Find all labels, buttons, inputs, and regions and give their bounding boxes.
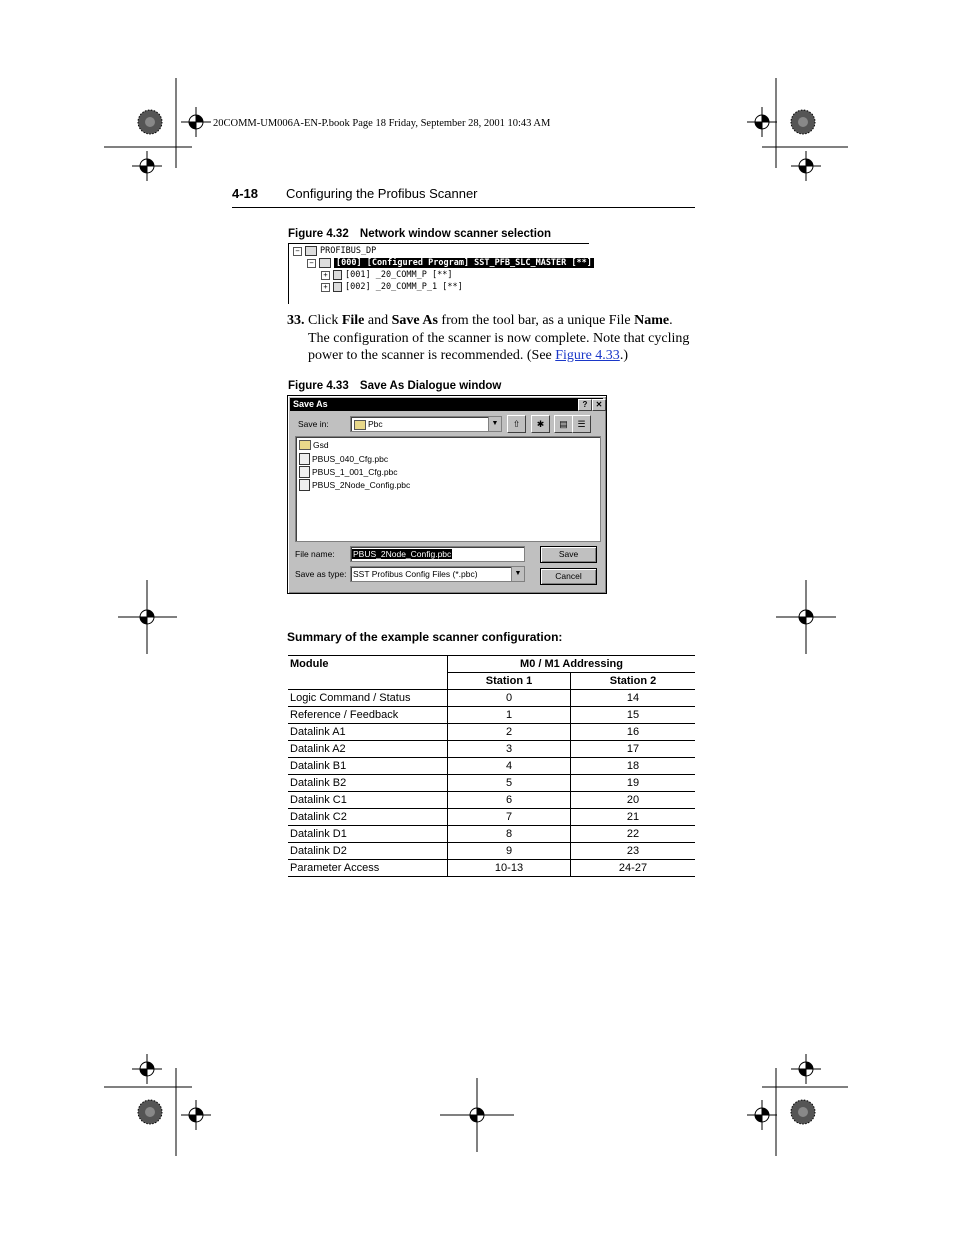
tree-node[interactable] [321, 282, 463, 292]
new-folder-button[interactable]: ✱ [531, 415, 550, 433]
table-row [288, 741, 695, 758]
station1-cell: 7 [448, 809, 571, 826]
expand-icon[interactable]: + [321, 283, 330, 292]
figure-label: Figure 4.32 [288, 228, 349, 240]
save-type-value: SST Profibus Config Files (*.pbc) [353, 569, 478, 579]
save-in-label: Save in: [298, 419, 329, 429]
table-row [288, 843, 695, 860]
table-row [288, 775, 695, 792]
save-as-term: Save As [391, 313, 438, 328]
tree-node-label: [002] _20_COMM_P_1 [**] [345, 282, 463, 292]
save-in-value: Pbc [368, 419, 383, 429]
text-run: from the tool bar, as a unique File [441, 313, 631, 328]
module-cell: Datalink D2 [288, 843, 448, 860]
station2-cell: 20 [571, 792, 696, 809]
file-icon [299, 453, 310, 465]
tree-root[interactable] [293, 246, 376, 256]
module-cell: Reference / Feedback [288, 707, 448, 724]
module-cell: Parameter Access [288, 860, 448, 877]
file-term: File [341, 313, 365, 328]
network-icon [305, 246, 317, 256]
file-name-input[interactable] [350, 546, 525, 562]
cancel-button[interactable]: Cancel [540, 568, 597, 585]
station1-cell: 6 [448, 792, 571, 809]
figure-4-33-caption [288, 380, 501, 392]
collapse-icon[interactable]: − [307, 259, 316, 268]
col-station1: Station 1 [448, 673, 571, 690]
module-cell: Datalink B2 [288, 775, 448, 792]
save-type-label: Save as type: [295, 569, 347, 579]
module-cell: Datalink A1 [288, 724, 448, 741]
folder-icon [299, 440, 311, 450]
device-icon [333, 282, 342, 292]
folder-icon [354, 420, 366, 430]
figure-label: Figure 4.33 [288, 380, 349, 392]
summary-title: Summary of the example scanner configuration: [287, 630, 563, 644]
save-type-dropdown[interactable] [350, 566, 525, 582]
station2-cell: 24-27 [571, 860, 696, 877]
module-cell: Datalink D1 [288, 826, 448, 843]
table-body [288, 690, 695, 877]
module-cell: Logic Command / Status [288, 690, 448, 707]
table-row [288, 792, 695, 809]
file-name-label: File name: [295, 549, 335, 559]
module-cell: Datalink B1 [288, 758, 448, 775]
page-title: Configuring the Profibus Scanner [286, 186, 478, 201]
station1-cell: 4 [448, 758, 571, 775]
details-view-button[interactable]: ☰ [572, 415, 591, 433]
text-run: .) [619, 348, 628, 363]
figure-4-32-caption [288, 228, 551, 240]
station2-cell: 15 [571, 707, 696, 724]
station1-cell: 2 [448, 724, 571, 741]
save-as-dialog [287, 395, 607, 594]
addressing-table [288, 655, 695, 877]
col-group: M0 / M1 Addressing [448, 656, 696, 673]
page-number: 4-18 [232, 186, 259, 201]
chevron-down-icon[interactable]: ▼ [511, 567, 524, 581]
station2-cell: 14 [571, 690, 696, 707]
text-run: Click [308, 313, 339, 328]
name-term: Name [634, 313, 670, 328]
file-name: Gsd [313, 440, 329, 450]
tree-root-label: PROFIBUS_DP [320, 246, 377, 256]
file-icon [299, 479, 310, 491]
tree-node[interactable] [321, 270, 452, 280]
file-item[interactable] [299, 479, 410, 491]
file-item[interactable] [299, 453, 388, 465]
station2-cell: 16 [571, 724, 696, 741]
file-list [295, 436, 601, 542]
file-item[interactable] [299, 466, 398, 478]
dialog-title: Save As [293, 399, 328, 409]
expand-icon[interactable]: + [321, 271, 330, 280]
table-row [288, 860, 695, 877]
book-header: 20COMM-UM006A-EN-P.book Page 18 Friday, September 28, 2001 10:43 AM [213, 118, 551, 129]
tree-master[interactable] [307, 258, 594, 268]
table-row [288, 690, 695, 707]
station2-cell: 19 [571, 775, 696, 792]
station1-cell: 0 [448, 690, 571, 707]
station1-cell: 9 [448, 843, 571, 860]
station1-cell: 10-13 [448, 860, 571, 877]
station2-cell: 21 [571, 809, 696, 826]
file-name-value: PBUS_2Node_Config.pbc [353, 549, 452, 559]
file-name: PBUS_2Node_Config.pbc [312, 480, 411, 490]
step-number: 33. [287, 313, 305, 328]
col-station2: Station 2 [609, 675, 657, 687]
save-button[interactable]: Save [540, 546, 597, 563]
device-icon [333, 270, 342, 280]
scanner-icon [319, 258, 331, 268]
up-folder-button[interactable]: ⇧ [507, 415, 526, 433]
collapse-icon[interactable]: − [293, 247, 302, 256]
help-button[interactable]: ? [578, 399, 592, 411]
table-row [288, 707, 695, 724]
table-row [288, 809, 695, 826]
tree-master-label: [000] [Configured Program] SST_PFB_SLC_MASTER [**] [336, 258, 592, 268]
station1-cell: 1 [448, 707, 571, 724]
module-cell: Datalink C1 [288, 792, 448, 809]
figure-4-33-link[interactable]: Figure 4.33 [555, 348, 620, 363]
step-33 [287, 312, 697, 365]
text-run: . The configuration of the scanner is now complete. Note that cycling power to the scanner is recommended. (See [308, 313, 690, 363]
step-text [308, 312, 697, 365]
station1-cell: 5 [448, 775, 571, 792]
chevron-down-icon[interactable]: ▼ [488, 417, 501, 431]
tree-node-label: [001] _20_COMM_P [**] [345, 270, 453, 280]
figure-title: Network window scanner selection [359, 228, 551, 240]
file-name: PBUS_040_Cfg.pbc [312, 454, 389, 464]
file-item[interactable] [299, 440, 329, 450]
station2-cell: 17 [571, 741, 696, 758]
file-icon [299, 466, 310, 478]
header-rule [232, 207, 695, 208]
station2-cell: 22 [571, 826, 696, 843]
list-view-button[interactable]: ▤ [554, 415, 573, 433]
dialog-title-bar [290, 398, 603, 411]
station2-cell: 23 [571, 843, 696, 860]
table-row [288, 758, 695, 775]
save-in-dropdown[interactable] [350, 416, 502, 432]
close-button[interactable]: ✕ [592, 399, 606, 411]
module-cell: Datalink A2 [288, 741, 448, 758]
station1-cell: 8 [448, 826, 571, 843]
table-row [288, 826, 695, 843]
module-cell: Datalink C2 [288, 809, 448, 826]
station1-cell: 3 [448, 741, 571, 758]
figure-title: Save As Dialogue window [359, 380, 502, 392]
file-name: PBUS_1_001_Cfg.pbc [312, 467, 398, 477]
text-run: and [367, 313, 389, 328]
col-module: Module [288, 656, 448, 690]
station2-cell: 18 [571, 758, 696, 775]
table-row [288, 724, 695, 741]
network-tree [288, 243, 592, 304]
